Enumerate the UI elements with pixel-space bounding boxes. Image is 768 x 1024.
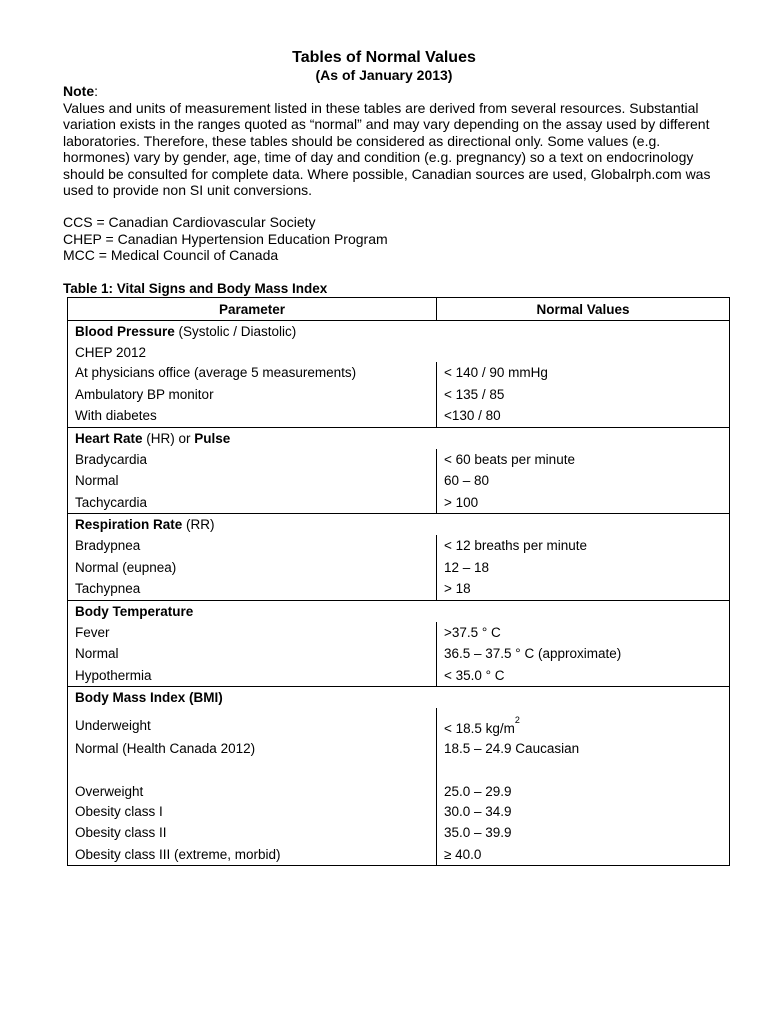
value-cell: >37.5 ° C (437, 622, 730, 644)
note-label: Note (63, 83, 95, 99)
table-row (68, 708, 730, 738)
value-cell: 60 – 80 (437, 470, 730, 492)
hr-title: Heart Rate (75, 430, 143, 446)
parameter-cell: Fever (68, 622, 437, 644)
bp-subheading: CHEP 2012 (68, 342, 730, 362)
bp-title: Blood Pressure (75, 324, 175, 339)
table-row (68, 738, 730, 760)
value-cell: 30.0 – 34.9 (437, 801, 730, 823)
document-subtitle: (As of January 2013) (315, 67, 453, 83)
parameter-cell: Tachycardia (68, 492, 437, 514)
document-title: Tables of Normal Values (292, 49, 476, 66)
value-cell: 25.0 – 29.9 (437, 782, 730, 801)
value-cell: > 18 (437, 578, 730, 600)
value-cell: < 12 breaths per minute (437, 535, 730, 557)
parameter-cell: Hypothermia (68, 665, 437, 687)
blank-row (68, 760, 730, 782)
table-row (68, 470, 730, 492)
table-row (68, 822, 730, 844)
note-text: Values and units of measurement listed in these tables are derived from several resources. Substantial variation exists in the ranges quoted as “normal” and may vary depending on the assay used by different laboratories. Therefore, these tables should be considered as directional only. Some values (e.g. hormones) vary by gender, age, time of day and condition (e.g. pregnancy) so a text on endocrinology should be consulted for complete data. Where possible, Canadian sources are used, Globalrph.com was used to provide non SI unit conversions. (63, 99, 711, 198)
parameter-cell: At physicians office (average 5 measurements) (68, 362, 437, 384)
parameter-cell: Underweight (68, 708, 437, 738)
hr-title-mid: (HR) or (142, 430, 195, 446)
parameter-cell: Normal (68, 470, 437, 492)
value-cell (437, 708, 730, 738)
table-header-row (68, 298, 730, 321)
section-heart-rate (68, 427, 730, 449)
header-parameter: Parameter (68, 298, 437, 321)
abbreviation-chep: CHEP = Canadian Hypertension Education Program (63, 230, 388, 247)
table-row (68, 449, 730, 471)
value-cell: < 140 / 90 mmHg (437, 362, 730, 384)
value-cell: 18.5 – 24.9 Caucasian (437, 738, 730, 760)
vital-signs-table (67, 297, 730, 866)
rr-title: Respiration Rate (75, 517, 183, 532)
parameter-cell: Obesity class I (68, 801, 437, 823)
header-normal-values: Normal Values (437, 298, 730, 321)
parameter-cell: Normal (68, 643, 437, 665)
parameter-cell: Tachypnea (68, 578, 437, 600)
parameter-cell: With diabetes (68, 405, 437, 427)
value-cell: ≥ 40.0 (437, 844, 730, 866)
value-cell: <130 / 80 (437, 405, 730, 427)
table-row (68, 362, 730, 384)
table-row (68, 578, 730, 600)
parameter-cell: Normal (eupnea) (68, 557, 437, 579)
table-row (68, 844, 730, 866)
squared-superscript: 2 (514, 714, 520, 725)
note-paragraph: Note: Values and units of measurement listed in these tables are derived from several resources. Substantial variation exists in the ranges quoted as “normal” and may vary depending on the assay used by different laboratories. Therefore, these tables should be considered as directional only. Some values (e.g. hormones) vary by gender, age, time of day and condition (e.g. pregnancy) so a text on endocrinology should be consulted for complete data. Where possible, Canadian sources are used, Globalrph.com was used to provide non SI unit conversions. (63, 83, 723, 199)
value-cell: > 100 (437, 492, 730, 514)
parameter-cell: Obesity class II (68, 822, 437, 844)
table-caption: Table 1: Vital Signs and Body Mass Index (63, 281, 328, 296)
value-cell: < 35.0 ° C (437, 665, 730, 687)
table-row (68, 535, 730, 557)
abbreviation-ccs: CCS = Canadian Cardiovascular Society (63, 214, 316, 230)
parameter-cell: Overweight (68, 782, 437, 801)
table-row (68, 622, 730, 644)
bp-title-rest: (Systolic / Diastolic) (174, 324, 297, 339)
parameter-cell: Bradypnea (68, 535, 437, 557)
temp-title: Body Temperature (75, 603, 194, 619)
parameter-cell: Bradycardia (68, 449, 437, 471)
parameter-cell: Ambulatory BP monitor (68, 384, 437, 406)
bmi-title: Body Mass Index (BMI) (75, 690, 223, 705)
abbreviation-mcc: MCC = Medical Council of Canada (63, 247, 279, 263)
table-row (68, 665, 730, 687)
section-body-temperature (68, 600, 730, 622)
table-row (68, 643, 730, 665)
section-respiration-rate (68, 514, 730, 536)
value-cell: 35.0 – 39.9 (437, 822, 730, 844)
parameter-cell: Normal (Health Canada 2012) (68, 738, 437, 760)
section-bmi (68, 687, 730, 709)
table-row (68, 492, 730, 514)
table-row (68, 384, 730, 406)
underweight-value: < 18.5 kg/m (444, 720, 515, 736)
value-cell: 12 – 18 (437, 557, 730, 579)
table-row (68, 405, 730, 427)
section-blood-pressure (68, 321, 730, 343)
hr-title-pulse: Pulse (194, 430, 231, 446)
table-row (68, 801, 730, 823)
rr-title-rest: (RR) (182, 517, 215, 532)
bp-subheading-row (68, 342, 730, 362)
table-row (68, 782, 730, 801)
value-cell: < 135 / 85 (437, 384, 730, 406)
abbreviation-list (63, 214, 723, 264)
value-cell: < 60 beats per minute (437, 449, 730, 471)
table-row (68, 557, 730, 579)
parameter-cell: Obesity class III (extreme, morbid) (68, 844, 437, 866)
value-cell: 36.5 – 37.5 ° C (approximate) (437, 643, 730, 665)
